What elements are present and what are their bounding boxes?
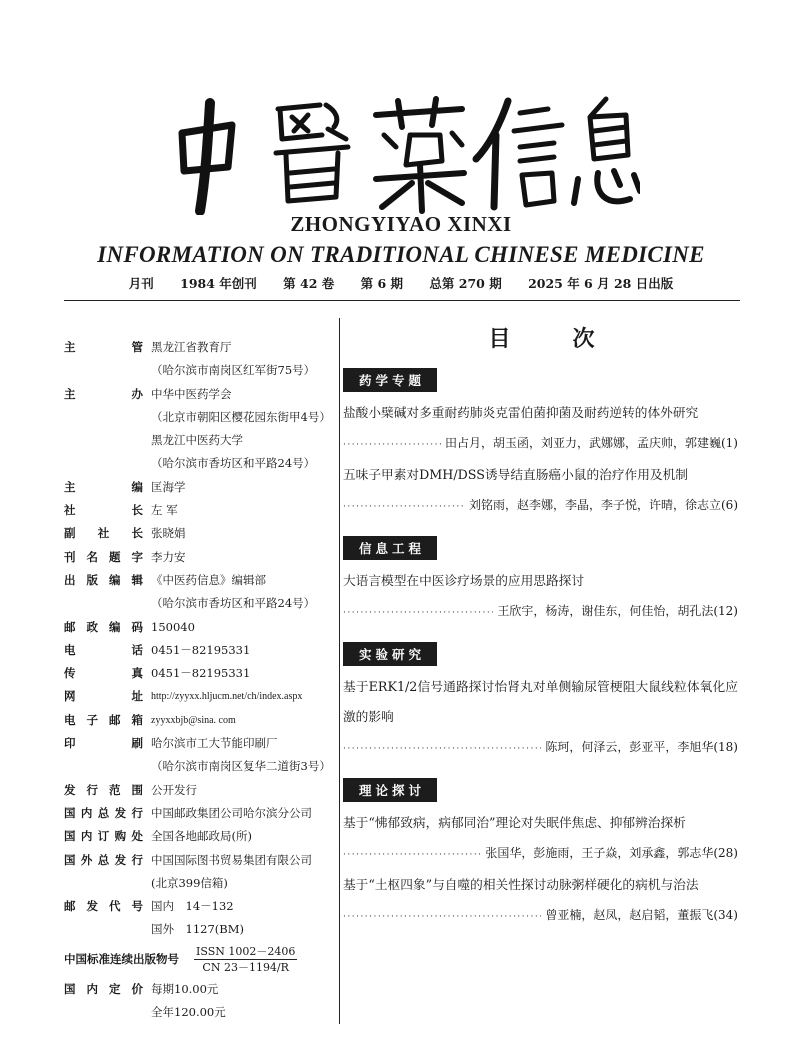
info-value: 0451－82195331 (151, 666, 251, 681)
info-address: （哈尔滨市南岗区红军街75号） (151, 363, 316, 378)
info-row-zhuguan (64, 336, 334, 359)
info-label: 主 办 (64, 386, 143, 401)
issn-number: ISSN 1002－2406 (196, 944, 296, 958)
publication-info (64, 336, 334, 1024)
info-value: 中华中医药学会 (151, 386, 232, 401)
info-value: 150040 (151, 619, 195, 634)
article-authors-line (343, 732, 738, 764)
info-row-guowai (64, 849, 334, 872)
meta-total-issue: 总第 270 期 (429, 276, 502, 291)
article-authors: 曾亚楠，赵凤，赵启韬，董振飞(34) (545, 908, 738, 922)
toc-section (343, 634, 738, 764)
journal-english-title: INFORMATION ON TRADITIONAL CHINESE MEDICINE (97, 242, 705, 267)
dot-leader (343, 902, 541, 932)
info-value: 李力安 (151, 549, 186, 564)
info-label: 网 址 (64, 689, 143, 704)
article-title[interactable]: 盐酸小檗碱对多重耐药肺炎克雷伯菌抑菌及耐药逆转的体外研究 (343, 405, 699, 420)
section-tag: 药学专题 (343, 368, 437, 392)
info-label: 印 刷 (64, 736, 143, 751)
info-value: 黑龙江省教育厅 (151, 340, 232, 354)
info-label: 主 编 (64, 479, 143, 494)
info-value: 哈尔滨市工大节能印刷厂 (151, 736, 278, 751)
info-label: 副 社 长 (64, 526, 143, 541)
info-value: 中国邮政集团公司哈尔滨分公司 (151, 805, 312, 820)
info-label: 中国标准连续出版物号 (64, 952, 179, 967)
toc-section (343, 360, 738, 522)
info-value: 中国国际图书贸易集团有限公司 (151, 852, 312, 867)
article-title[interactable]: 基于“土枢四象”与自噬的相关性探讨动脉粥样硬化的病机与治法 (343, 877, 699, 892)
info-value: 国内 14－132 (151, 899, 234, 914)
info-row-zhuban (64, 383, 334, 406)
info-value: 《中医药信息》编辑部 (151, 572, 266, 587)
info-row-issn (64, 944, 334, 975)
info-value: 公开发行 (151, 782, 197, 797)
toc-title: 目次 (488, 326, 657, 352)
info-address: （哈尔滨市香坊区和平路24号） (151, 456, 316, 471)
info-value: 0451－82195331 (151, 642, 251, 657)
info-value: 全国各地邮政局(所) (151, 829, 252, 844)
info-label: 邮 政 编 码 (64, 619, 143, 634)
article-authors-line (343, 900, 738, 932)
article-authors: 陈珂，何泽云，彭亚平，李旭华(18) (545, 740, 738, 754)
info-row-guoneifaxing (64, 802, 334, 825)
info-label: 发 行 范 围 (64, 782, 143, 797)
issn-fraction (194, 944, 297, 975)
info-address: （哈尔滨市南岗区复华二道街3号） (151, 759, 331, 774)
section-tag: 实验研究 (343, 642, 437, 666)
info-label: 社 长 (64, 503, 143, 518)
article-authors-line (343, 838, 738, 870)
meta-issue: 第 6 期 (360, 276, 404, 291)
article-title[interactable]: 五味子甲素对DMH/DSS诱导结直肠癌小鼠的治疗作用及机制 (343, 467, 688, 482)
info-label: 出 版 编 辑 (64, 572, 143, 587)
journal-calligraphy-logo (170, 95, 640, 215)
info-value: 张晓娟 (151, 526, 186, 541)
article-title[interactable]: 基于“怫郁致病，病郁同治”理论对失眠伴焦虑、抑郁辨治探析 (343, 815, 686, 830)
info-label: 国 内 订 购 处 (64, 829, 143, 844)
info-label: 国 内 定 价 (64, 981, 143, 996)
website-url: http://zyyxx.hljucm.net/ch/index.aspx (151, 691, 303, 703)
info-address: （北京市朝阳区樱花园东街甲4号） (151, 409, 331, 424)
info-row-shezhang (64, 499, 334, 522)
info-value: 左 军 (151, 503, 178, 518)
article-authors-line (343, 428, 738, 460)
article-title[interactable]: 大语言模型在中医诊疗场景的应用思路探讨 (343, 573, 585, 588)
info-row-youbian (64, 616, 334, 639)
article-authors: 张国华，彭施雨，王子焱，刘承鑫，郭志华(28) (485, 846, 738, 860)
section-tag: 信息工程 (343, 536, 437, 560)
info-label: 国 内 总 发 行 (64, 805, 143, 820)
toc-section (343, 528, 738, 628)
article-authors-line (343, 596, 738, 628)
info-row-yinshua (64, 732, 334, 755)
article-authors-line (343, 490, 738, 522)
article-title[interactable]: 基于ERK1/2信号通路探讨怡肾丸对单侧输尿管梗阻大鼠线粒体氧化应激的影响 (343, 679, 738, 724)
article-authors: 田占月，胡玉函，刘亚力，武娜娜，孟庆帅，郭建巍(1) (444, 436, 738, 450)
info-value-secondary: 全年120.00元 (151, 1005, 226, 1020)
issue-meta-row (0, 274, 802, 292)
info-value: 匡海学 (151, 479, 186, 494)
toc-section (343, 770, 738, 932)
column-divider (339, 318, 340, 1024)
info-label: 传 真 (64, 666, 143, 681)
info-label: 刊 名 题 字 (64, 549, 143, 564)
dot-leader (343, 840, 481, 870)
info-row-chuanzhen (64, 662, 334, 685)
email-address: zyyxxbjb@sina. com (151, 714, 236, 726)
info-label: 邮 发 代 号 (64, 899, 143, 914)
info-address: （哈尔滨市香坊区和平路24号） (151, 596, 316, 611)
info-value: 每期10.00元 (151, 981, 219, 996)
info-row-dinggou (64, 825, 334, 848)
info-value-secondary: 黑龙江中医药大学 (151, 433, 243, 448)
info-row-faxing (64, 779, 334, 802)
info-row-fushezhang (64, 522, 334, 545)
info-value-secondary: 国外 1127(BM) (151, 922, 244, 937)
info-row-wangzhi (64, 685, 334, 708)
dot-leader (343, 734, 541, 764)
meta-frequency: 月刊 (128, 276, 154, 291)
cn-number: CN 23－1194/R (202, 960, 289, 974)
meta-founded: 1984 年创刊 (180, 276, 257, 291)
meta-publish-date: 2025 年 6 月 28 日出版 (528, 276, 674, 291)
dot-leader (343, 598, 493, 628)
info-row-youxiang (64, 709, 334, 732)
info-row-chuban (64, 569, 334, 592)
info-row-zhubian (64, 476, 334, 499)
info-label: 主 管 (64, 340, 143, 354)
table-of-contents (343, 360, 738, 938)
article-authors: 王欣宇，杨涛，谢佳东，何佳怡，胡孔法(12) (497, 604, 738, 618)
dot-leader (343, 492, 465, 522)
article-authors: 刘铭雨，赵李娜，李晶，李子悦，许晴，徐志立(6) (469, 498, 738, 512)
info-row-kanming (64, 546, 334, 569)
section-tag: 理论探讨 (343, 778, 437, 802)
meta-volume: 第 42 卷 (283, 276, 335, 291)
info-row-youfa (64, 895, 334, 918)
info-label: 国 外 总 发 行 (64, 852, 143, 867)
info-label: 电 话 (64, 642, 143, 657)
info-row-dianhua (64, 639, 334, 662)
dot-leader (343, 430, 441, 460)
header-divider (64, 300, 740, 301)
journal-pinyin-title: ZHONGYIYAO XINXI (290, 212, 512, 236)
info-address: (北京399信箱) (151, 875, 228, 890)
info-row-dingjia (64, 978, 334, 1001)
info-label: 电 子 邮 箱 (64, 712, 143, 727)
